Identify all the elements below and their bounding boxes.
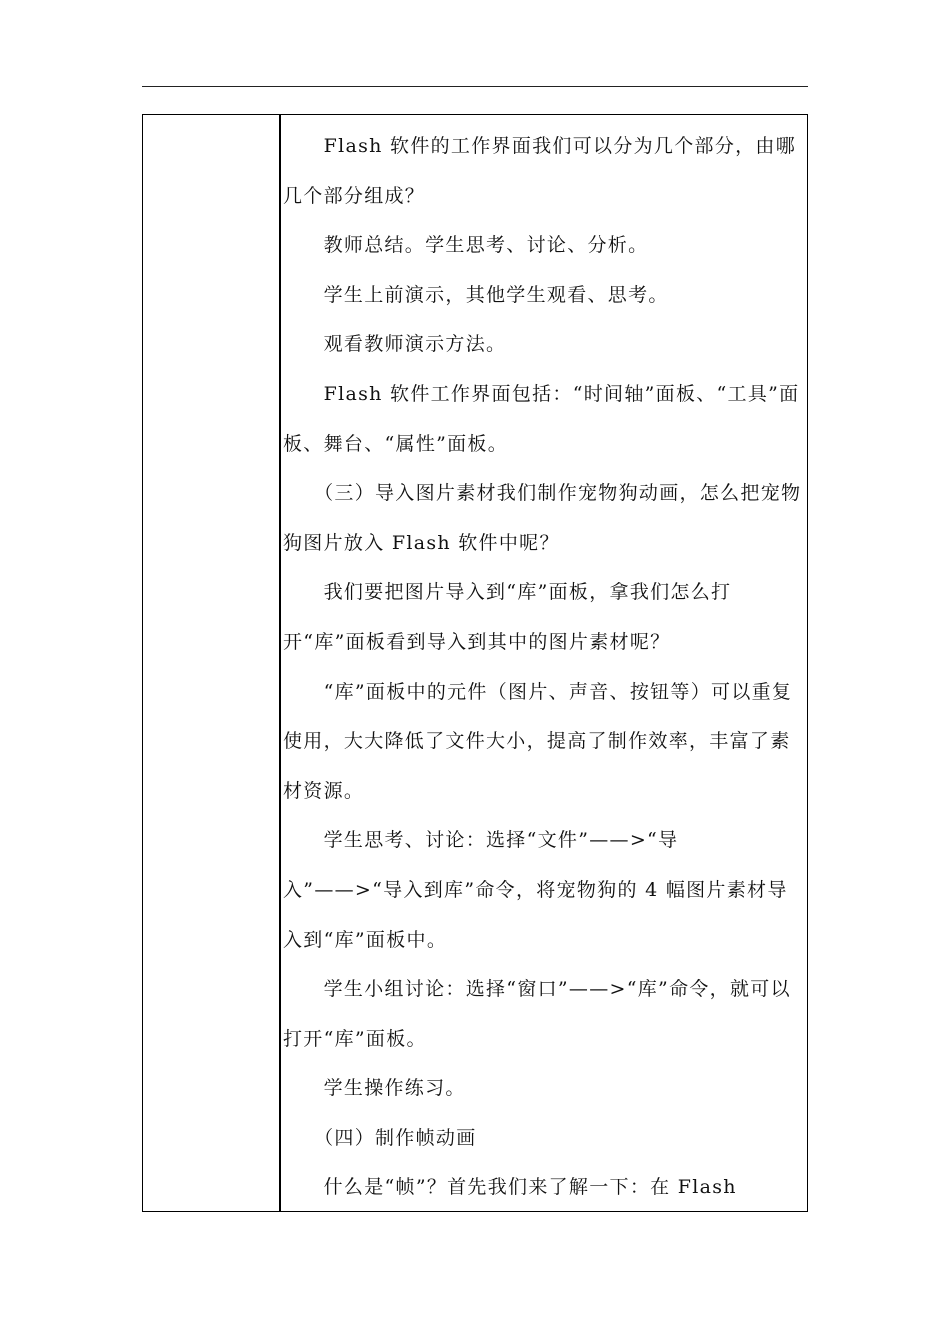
paragraph-9: 学生思考、讨论：选择“文件”——>“导 入”——>“导入到库”命令，将宠物狗的 4 幅图片素材导入到“库”面板中。 [283, 829, 788, 951]
paragraph-8: “库”面板中的元件（图片、声音、按钮等）可以重复使用，大大降低了文件大小，提高了制作效率，丰富了素材资源。 [283, 680, 793, 802]
paragraph-12: （四）制作帧动画 [283, 1126, 477, 1149]
paragraph-11: 学生操作练习。 [283, 1077, 466, 1100]
header-rule [142, 86, 808, 87]
paragraph-7: 我们要把图片导入到“库”面板，拿我们怎么打开“库”面板看到导入到其中的图片素材呢？ [283, 581, 732, 653]
paragraph-6: （三）导入图片素材我们制作宠物狗动画，怎么把宠物狗图片放入 Flash 软件中呢？ [283, 482, 802, 554]
content-cell [283, 115, 805, 1211]
cell-divider [279, 115, 281, 1211]
paragraph-4: 观看教师演示方法。 [283, 333, 507, 356]
paragraph-3: 学生上前演示，其他学生观看、思考。 [283, 283, 669, 306]
paragraph-5: Flash 软件工作界面包括：“时间轴”面板、“工具”面板、舞台、“属性”面板。 [283, 382, 800, 455]
paragraph-2: 教师总结。学生思考、讨论、分析。 [283, 234, 649, 257]
left-cell [143, 115, 279, 1211]
paragraph-10: 学生小组讨论：选择“窗口”——>“库”命令，就可以打开“库”面板。 [283, 978, 791, 1050]
lesson-table [142, 114, 808, 1212]
paragraph-1: Flash 软件的工作界面我们可以分为几个部分，由哪几个部分组成？ [283, 135, 797, 207]
paragraph-13: 什么是“帧”？首先我们来了解一下：在 Flash [283, 1176, 737, 1199]
